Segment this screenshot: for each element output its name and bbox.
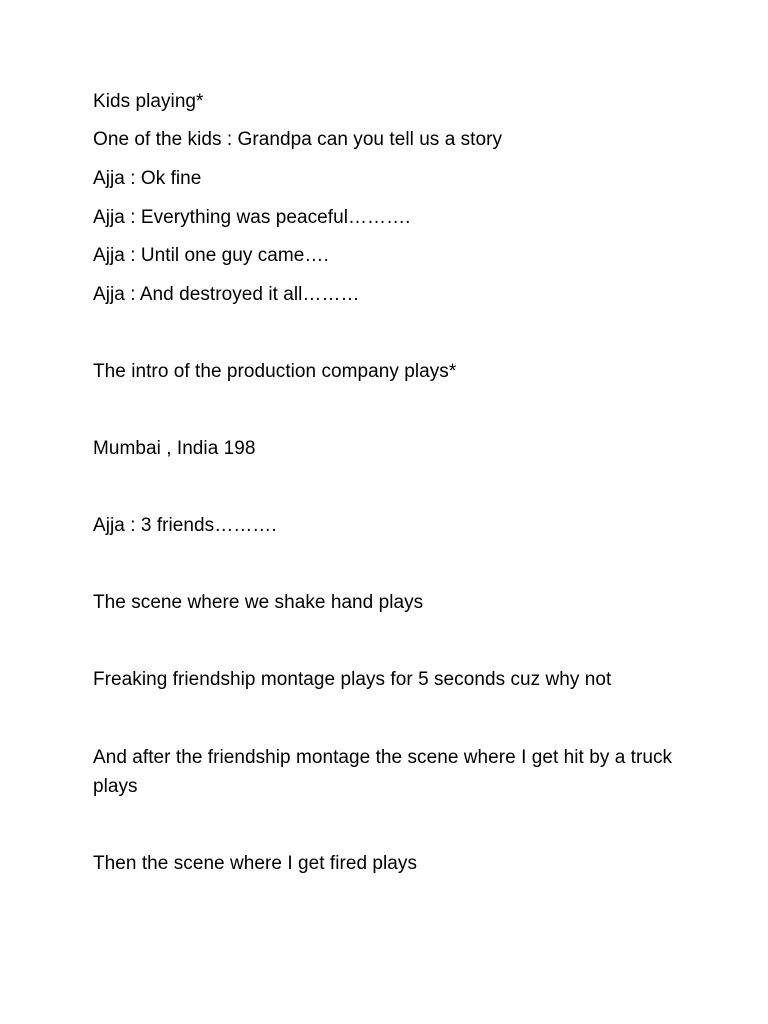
text-line-kid-asks-story: One of the kids : Grandpa can you tell us a story: [93, 129, 503, 150]
text-line-ajja-destroyed: Ajja : And destroyed it all………: [93, 284, 360, 305]
text-line-location: Mumbai , India 198: [93, 438, 256, 459]
text-line-ajja-guy-came: Ajja : Until one guy came….: [93, 245, 329, 266]
text-line-ajja-peaceful: Ajja : Everything was peaceful……….: [93, 207, 411, 228]
text-line-production-intro: The intro of the production company plays*: [93, 361, 457, 382]
text-line-ajja-three-friends: Ajja : 3 friends……….: [93, 515, 277, 536]
text-line-ajja-ok-fine: Ajja : Ok fine: [93, 168, 202, 189]
text-line-truck-scene: And after the friendship montage the scene where I get hit by a truck plays: [93, 747, 673, 797]
text-line-fired-scene: Then the scene where I get fired plays: [93, 853, 418, 874]
text-line-handshake-scene: The scene where we shake hand plays: [93, 592, 424, 613]
text-line-friendship-montage: Freaking friendship montage plays for 5 seconds cuz why not: [93, 669, 612, 690]
text-line-kids-playing: Kids playing*: [93, 91, 204, 112]
